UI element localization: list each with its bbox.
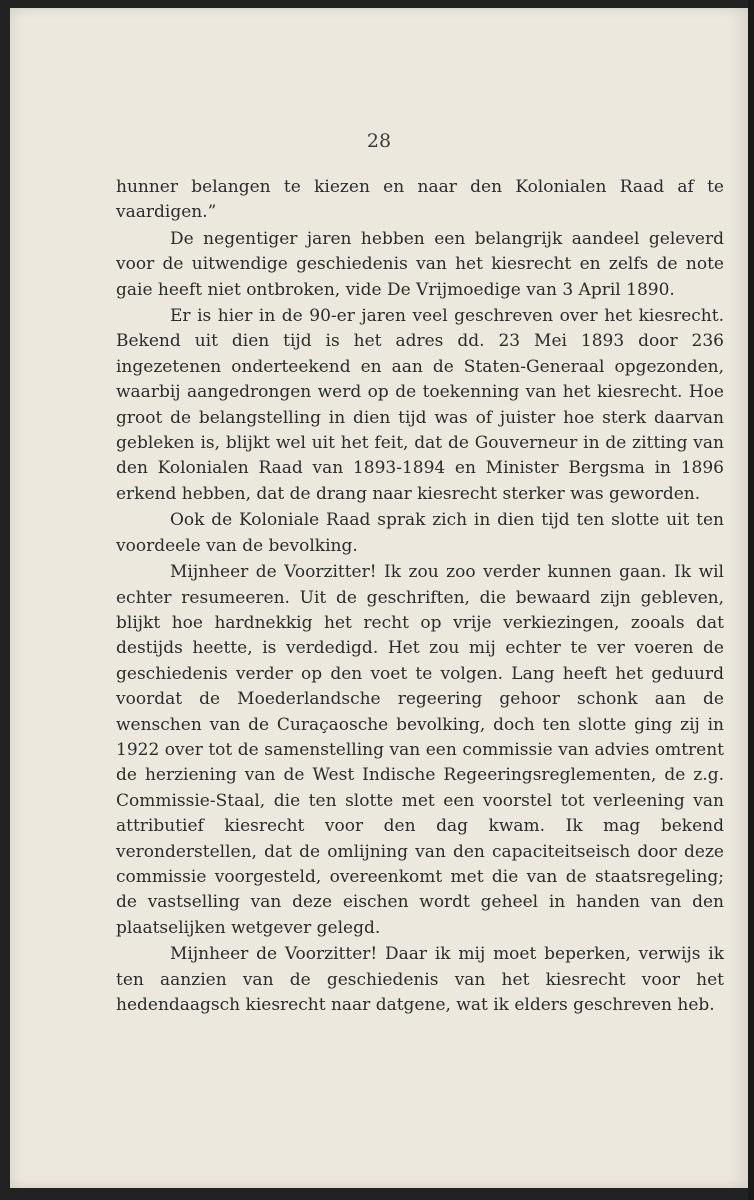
paragraph-6: Mijnheer de Voorzitter! Daar ik mij moet beperken, verwijs ik ten aanzien van de geschiedenis van het kiesrecht voor het hedendaagsch kiesrecht naar datgene, wat ik elders geschreven heb. bbox=[116, 944, 724, 1015]
document-page bbox=[10, 8, 748, 1188]
paragraph-1: hunner belangen te kiezen en naar den Kolonialen Raad af te vaardigen.” bbox=[116, 177, 724, 223]
paragraph-5: Mijnheer de Voorzitter! Ik zou zoo verder kunnen gaan. Ik wil echter resumeeren. Uit de geschriften, die bewaard zijn gebleven, blijkt hoe hardnekkig het recht op vrije verkiezingen, zooals dat destijds heette, is verdedigd. Het zou mij echter te ver voeren de geschiedenis verder op den voet te volgen. Lang heeft het geduurd voordat de Moederlandsche regeering gehoor schonk aan de wenschen van de Curaçaosche bevolking, doch ten slotte ging zij in 1922 over tot de samenstelling van een commissie van advies omtrent de herziening van de West Indische Regeeringsreglementen, de z.g. Commissie-Staal, die ten slotte met een voorstel tot verleening van attributief kiesrecht voor den dag kwam. Ik mag bekend veronderstellen, dat de omlijning van den capaciteitseisch door deze commissie voorgesteld, overeenkomt met die van de staatsregeling; de vastselling van deze eischen wordt geheel in handen van den plaatselijken wetgever gelegd. bbox=[116, 562, 724, 938]
paragraph-3: Er is hier in de 90-er jaren veel geschreven over het kiesrecht. Bekend uit dien tijd is het adres dd. 23 Mei 1893 door 236 ingezetenen onderteekend en aan de Staten-Generaal opgezonden, waarbij aangedrongen werd op de toekenning van het kiesrecht. Hoe groot de belangstelling in dien tijd was of juister hoe sterk daarvan gebleken is, blijkt wel uit het feit, dat de Gouverneur in de zitting van den Kolonialen Raad van 1893-1894 en Minister Bergsma in 1896 erkend hebben, dat de drang naar kiesrecht sterker was geworden. bbox=[116, 306, 724, 504]
paragraph-2: De negentiger jaren hebben een belangrijk aandeel geleverd voor de uitwendige geschiedenis van het kiesrecht en zelfs de note gaie heeft niet ontbroken, vide De Vrijmoedige van 3 April 1890. bbox=[116, 228, 724, 300]
page-edge-shadow bbox=[748, 0, 754, 1200]
body-text bbox=[116, 175, 724, 1019]
page-number: 28 bbox=[366, 130, 392, 152]
paragraph-4: Ook de Koloniale Raad sprak zich in dien tijd ten slotte uit ten voordeele van de bevolking. bbox=[116, 510, 724, 556]
